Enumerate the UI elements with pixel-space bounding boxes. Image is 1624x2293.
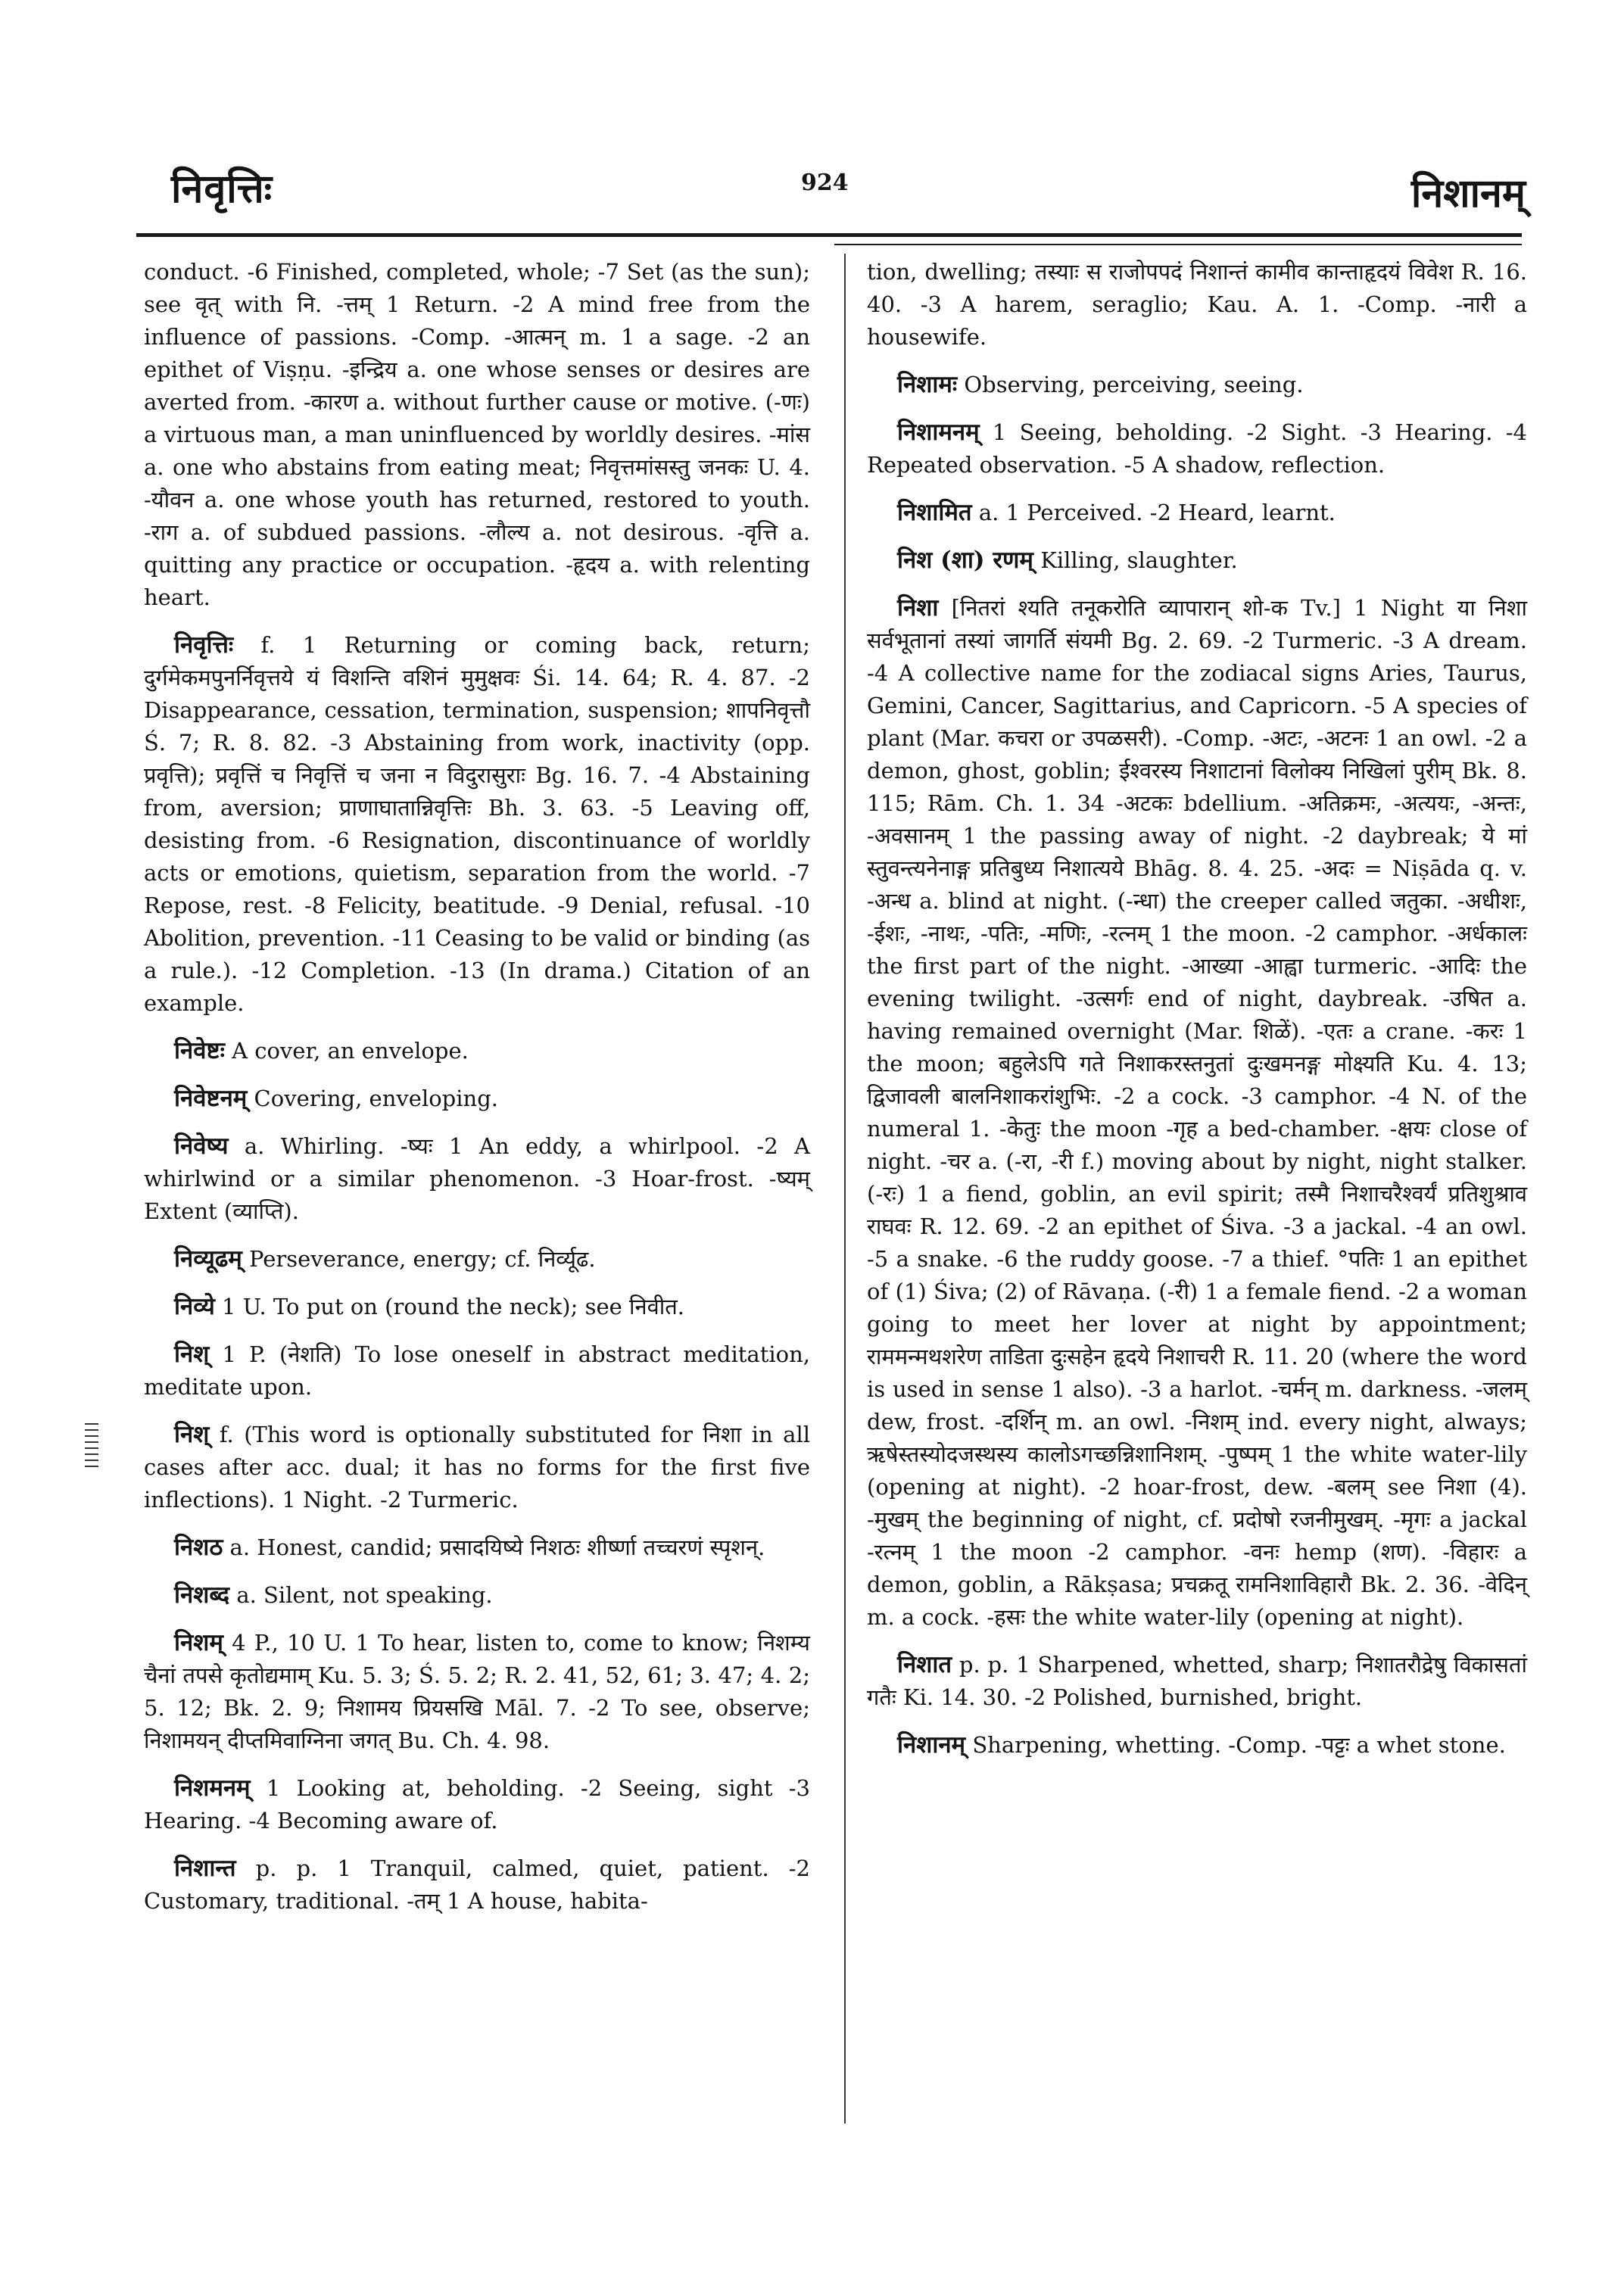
entry-definition: a. Whirling. -ष्यः 1 An eddy, a whirlpool. -2 A whirlwind or a similar phenomenon. -3 Hoar-frost. -ष्यम् Extent (व्याप्ति). (144, 1133, 811, 1224)
entry-headword: निवेष्टः (174, 1037, 225, 1064)
dictionary-entry (144, 1579, 810, 1612)
entry-headword: निवृत्तिः (174, 631, 234, 659)
entry-headword: निशम् (174, 1629, 223, 1656)
entry-definition: tion, dwelling; तस्याः स राजोपपदं निशान्तं कामीव कान्ताहृदयं विवेश R. 16. 40. -3 A harem, seraglio; Kau. A. 1. -Comp. -नारी a housewife. (867, 259, 1527, 350)
entry-definition: Sharpening, whetting. -Comp. -पट्टः a whet stone. (972, 1732, 1506, 1758)
dictionary-entry (867, 592, 1527, 1634)
entry-headword: निशमनम् (174, 1774, 251, 1802)
dictionary-entry (867, 416, 1527, 481)
entry-headword: निशानम् (897, 1731, 966, 1759)
entry-continuation (867, 256, 1527, 354)
entry-headword: निवेष्य (174, 1132, 229, 1160)
entry-definition: Observing, perceiving, seeing. (964, 372, 1304, 397)
entry-headword: निशान्त (174, 1855, 236, 1882)
entry-definition: 1 Seeing, beholding. -2 Sight. -3 Hearing. -4 Repeated observation. -5 A shadow, reflection. (867, 419, 1527, 478)
entry-headword: निशामः (897, 371, 958, 398)
entry-definition: f. 1 Returning or coming back, return; दुर्गमेकमपुनर्निवृत्तये यं विशन्ति वशिनं मुमुक्षवः Śi. 14. 64; R. 4. 87. -2 Disappearance, cessation, termination, suspension; शापनिवृत्तौ Ś. 7; R. 8. 82. -3 Abstaining from work, inactivity (opp. प्रवृत्ति); प्रवृत्तिं च निवृत्तिं च जना न विदुरासुराः Bg. 16. 7. -4 Abstaining from, aversion; प्राणाघातान्निवृत्तिः Bh. 3. 63. -5 Leaving off, desisting from. -6 Resignation, discontinuance of worldly acts or emotions, quietism, separation from the world. -7 Repose, rest. -8 Felicity, beatitude. -9 Denial, refusal. -10 Abolition, prevention. -11 Ceasing to be valid or binding (as a rule.). -12 Completion. -13 (In drama.) Citation of an example. (144, 632, 811, 1016)
entry-definition: 4 P., 10 U. 1 To hear, listen to, come to know; निशम्य चैनां तपसे कृतोद्यमाम् Ku. 5. 3; Ś. 5. 2; R. 2. 41, 52, 61; 3. 47; 4. 2; 5. 12; Bk. 2. 9; निशामय प्रियसखि Māl. 7. -2 To see, observe; निशामयन् दीप्तमिवाग्निना जगत् Bu. Ch. 4. 98. (144, 1630, 810, 1753)
entry-definition: p. p. 1 Sharpened, whetted, sharp; निशातरौद्रेषु विकासतां गतैः Ki. 14. 30. -2 Polished, burnished, bright. (867, 1652, 1527, 1710)
dictionary-entry (144, 1130, 810, 1228)
entry-headword: निशामित (897, 499, 972, 526)
dictionary-entry (144, 629, 810, 1020)
header-rule-thin (834, 244, 1522, 245)
entry-headword: निश (शा) रणम् (897, 547, 1033, 574)
entry-definition: Killing, slaughter. (1040, 547, 1238, 573)
entry-definition: 1 P. (नेशति) To lose oneself in abstract meditation, meditate upon. (144, 1341, 810, 1400)
entry-definition: p. p. 1 Tranquil, calmed, quiet, patient. -2 Customary, traditional. -तम् 1 A house, habita- (144, 1855, 810, 1914)
dictionary-entry (144, 1772, 810, 1837)
entry-headword: निशठ (174, 1534, 223, 1561)
page-number: 924 (801, 170, 849, 196)
entry-definition: a. Silent, not speaking. (236, 1582, 493, 1608)
dictionary-entry (144, 1338, 810, 1404)
entry-definition: A cover, an envelope. (232, 1038, 469, 1064)
entry-definition: Covering, enveloping. (254, 1086, 498, 1111)
entry-definition: [नितरां श्यति तनूकरोति व्यापारान् शो-क Tv.] 1 Night या निशा सर्वभूतानां तस्यां जागर्ति संयमी Bg. 2. 69. -2 Turmeric. -3 A dream. -4 A collective name for the zodiacal signs Aries, Taurus, Gemini, Cancer, Sagittarius, and Capricorn. -5 A species of plant (Mar. कचरा or उपळसरी). -Comp. -अटः, -अटनः 1 an owl. -2 a demon, ghost, goblin; ईश्वरस्य निशाटानां विलोक्य निखिलां पुरीम् Bk. 8. 115; Rām. Ch. 1. 34 -अटकः bdellium. -अतिक्रमः, -अत्ययः, -अन्तः, -अवसानम् 1 the passing away of night. -2 daybreak; ये मां स्तुवन्त्यनेनाङ्ग प्रतिबुध्य निशात्यये Bhāg. 8. 4. 25. -अदः = Niṣāda q. v. -अन्ध a. blind at night. (-न्धा) the creeper called जतुका. -अधीशः, -ईशः, -नाथः, -पतिः, -मणिः, -रत्नम् 1 the moon. -2 camphor. -अर्धकालः the first part of the night. -आख्या -आह्वा turmeric. -आदिः the evening twilight. -उत्सर्गः end of night, daybreak. -उषित a. having remained overnight (Mar. शिळें). -एतः a crane. -करः 1 the moon; बहुलेऽपि गते निशाकरस्तनुतां दुःखमनङ्ग मोक्ष्यति Ku. 4. 13; द्विजावली बालनिशाकरांशुभिः. -2 a cock. -3 camphor. -4 N. of the numeral 1. -केतुः the moon -गृह a bed-chamber. -क्षयः close of night. -चर a. (-रा, -री f.) moving about by night, night stalker. (-रः) 1 a fiend, goblin, an evil spirit; तस्मै निशाचरैश्वर्यं प्रतिशुश्राव राघवः R. 12. 69. -2 an epithet of Śiva. -3 a jackal. -4 an owl. -5 a snake. -6 the ruddy goose. -7 a thief. °पतिः 1 an epithet of (1) Śiva; (2) of Rāvaṇa. (-री) 1 a female fiend. -2 a woman going to meet her lover at night by appointment; राममन्मथशरेण ताडिता दुःसहेन हृदये निशाचरी R. 11. 20 (where the word is used in sense 1 also). -3 a harlot. -चर्मन् m. darkness. -जलम् dew, frost. -दर्शिन् m. an owl. -निशम् ind. every night, always; ऋषेस्तस्योदजस्थस्य कालोऽगच्छन्निशानिशम्. -पुष्पम् 1 the white water-lily (opening at night). -2 hoar-frost, dew. -बलम् see निशा (4). -मुखम् the beginning of night, cf. प्रदोषो रजनीमुखम्. -मृगः a jackal -रत्नम् 1 the moon -2 camphor. -वनः hemp (शण). -विहारः a demon, goblin, a Rākṣasa; प्रचक्रतू रामनिशाविहारौ Bk. 2. 36. -वेदिन् m. a cock. -हसः the white water-lily (opening at night). (867, 595, 1528, 1630)
entry-continuation (144, 256, 810, 614)
running-headword-right: निशानम् (1410, 170, 1526, 217)
entry-headword: निव्यूढम् (174, 1245, 242, 1273)
dictionary-entry (144, 1627, 810, 1757)
dictionary-entry (867, 497, 1527, 529)
dictionary-entry (144, 1419, 810, 1516)
entry-headword: निश् (174, 1341, 210, 1368)
entry-definition: a. Honest, candid; प्रसादयिष्ये निशठः शीर्ष्णा तच्चरणं स्पृशन्. (229, 1534, 765, 1560)
dictionary-entry (867, 1729, 1527, 1762)
dictionary-entry (144, 1531, 810, 1564)
entry-headword: निव्ये (174, 1293, 215, 1320)
column-divider (844, 254, 846, 2123)
entry-headword: निशा (897, 594, 939, 622)
entry-headword: निश् (174, 1421, 210, 1448)
right-column (867, 256, 1527, 1777)
entry-definition: Perseverance, energy; cf. निर्व्यूढ. (249, 1246, 596, 1272)
margin-tick-marks (85, 1423, 98, 1467)
entry-definition: 1 U. To put on (round the neck); see निवीत. (222, 1294, 685, 1319)
entry-headword: निवेष्टनम् (174, 1085, 248, 1112)
dictionary-entry (867, 369, 1527, 401)
page-header (0, 0, 1624, 250)
entry-definition: a. 1 Perceived. -2 Heard, learnt. (978, 500, 1336, 525)
entry-headword: निशब्द (174, 1581, 230, 1609)
dictionary-entry (144, 1852, 810, 1918)
dictionary-entry (144, 1243, 810, 1276)
entry-definition: conduct. -6 Finished, completed, whole; -7 Set (as the sun); see वृत् with नि. -त्तम् 1 Return. -2 A mind free from the influence of passions. -Comp. -आत्मन् m. 1 a sage. -2 an epithet of Viṣṇu. -इन्द्रिय a. one whose senses or desires are averted from. -कारण a. without further cause or motive. (-णः) a virtuous man, a man uninfluenced by worldly desires. -मांस a. one who abstains from eating meat; निवृत्तमांसस्तु जनकः U. 4. -यौवन a. one whose youth has returned, restored to youth. -राग a. of subdued passions. -लौल्य a. not desirous. -वृत्ति a. quitting any practice or occupation. -हृदय a. with relenting heart. (144, 259, 810, 610)
left-column (144, 256, 810, 1933)
header-rule (136, 233, 1522, 237)
dictionary-entry (867, 544, 1527, 577)
dictionary-entry (144, 1083, 810, 1115)
dictionary-entry (144, 1035, 810, 1067)
entry-headword: निशात (897, 1651, 952, 1678)
dictionary-entry (144, 1291, 810, 1323)
entry-headword: निशामनम् (897, 419, 980, 446)
running-headword-left: निवृत्तिः (171, 166, 273, 212)
entry-definition: 1 Looking at, beholding. -2 Seeing, sight -3 Hearing. -4 Becoming aware of. (144, 1775, 810, 1833)
entry-definition: f. (This word is optionally substituted for निशा in all cases after acc. dual; it has no forms for the first five inflections). 1 Night. -2 Turmeric. (144, 1422, 810, 1513)
dictionary-entry (867, 1649, 1527, 1714)
